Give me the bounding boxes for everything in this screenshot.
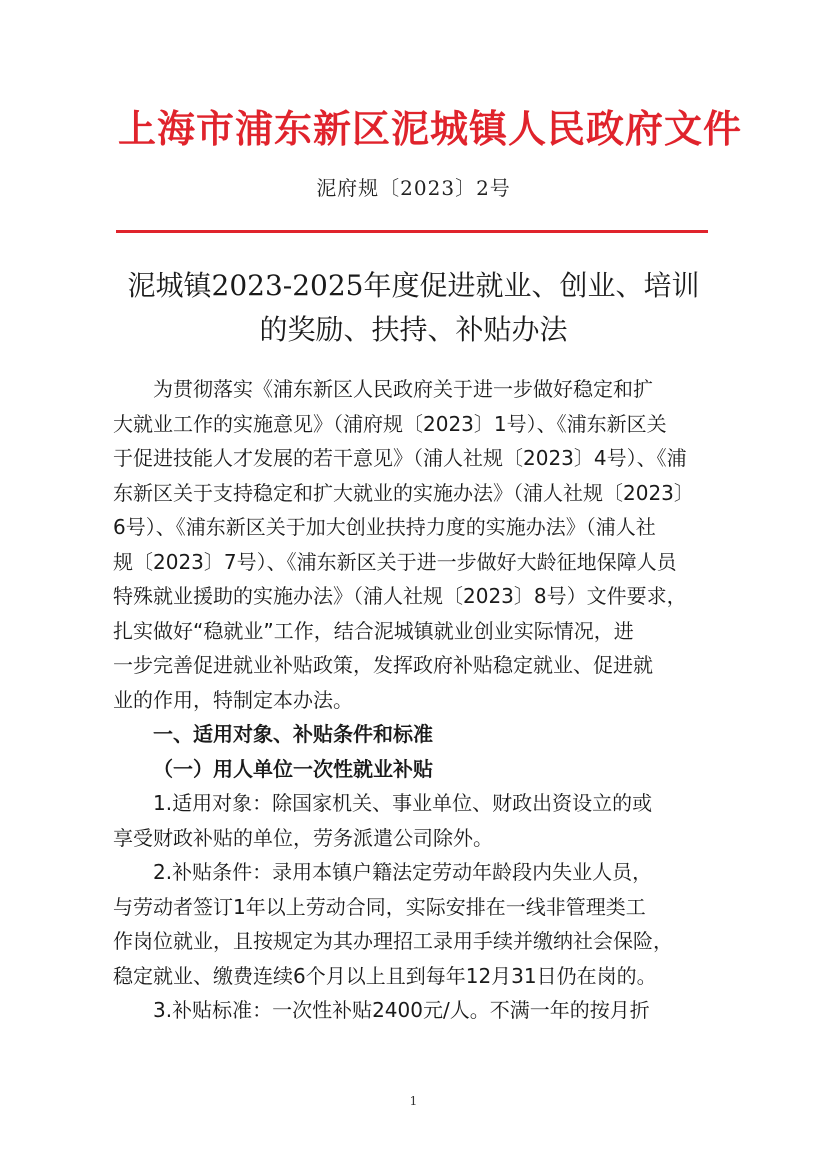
item-2-line: 与劳动者签订1年以上劳动合同，实际安排在一线非管理类工 bbox=[113, 894, 646, 919]
title-line-1: 泥城镇2023-2025年度促进就业、创业、培训 bbox=[127, 269, 700, 302]
document-number: 泥府规〔2023〕2号 bbox=[316, 176, 511, 200]
body-line: 6号）、《浦东新区关于加大创业扶持力度的实施办法》（浦人社 bbox=[113, 515, 656, 539]
page-number: 1 bbox=[409, 1094, 418, 1108]
section-heading: 一、适用对象、补贴条件和标准 bbox=[153, 722, 433, 746]
red-separator-rule bbox=[116, 230, 708, 233]
subsection-heading: （一）用人单位一次性就业补贴 bbox=[153, 756, 433, 781]
item-1-line: 享受财政补贴的单位，劳务派遣公司除外。 bbox=[113, 825, 493, 850]
body-line: 大就业工作的实施意见》（浦府规〔2023〕1号）、《浦东新区关 bbox=[113, 411, 667, 436]
body-line: 于促进技能人才发展的若干意见》（浦人社规〔2023〕4号）、《浦 bbox=[113, 446, 687, 470]
item-2-line: 作岗位就业，且按规定为其办理招工录用手续并缴纳社会保险， bbox=[113, 929, 673, 953]
body-line: 业的作用，特制定本办法。 bbox=[113, 687, 353, 712]
item-3-line: 3.补贴标准：一次性补贴2400元/人。不满一年的按月折 bbox=[153, 998, 650, 1022]
item-2-line: 2.补贴条件：录用本镇户籍法定劳动年龄段内失业人员， bbox=[153, 860, 653, 884]
body-line: 规〔2023〕7号）、《浦东新区关于进一步做好大龄征地保障人员 bbox=[113, 549, 677, 574]
document-body bbox=[113, 372, 717, 1028]
title-line-2: 的奖励、扶持、补贴办法 bbox=[259, 313, 568, 346]
body-line: 特殊就业援助的实施办法》（浦人社规〔2023〕8号）文件要求， bbox=[113, 584, 687, 608]
body-line: 为贯彻落实《浦东新区人民政府关于进一步做好稳定和扩 bbox=[153, 377, 653, 401]
issuer-header: 上海市浦东新区泥城镇人民政府文件 bbox=[118, 106, 743, 151]
body-line: 扎实做好“稳就业”工作，结合泥城镇就业创业实际情况，进 bbox=[113, 618, 634, 643]
item-1-line: 1.适用对象：除国家机关、事业单位、财政出资设立的或 bbox=[153, 791, 653, 815]
document-title bbox=[100, 264, 727, 352]
body-line: 东新区关于支持稳定和扩大就业的实施办法》（浦人社规〔2023〕 bbox=[113, 480, 694, 505]
item-2-line: 稳定就业、缴费连续6个月以上且到每年12月31日仍在岗的。 bbox=[113, 963, 657, 988]
body-line: 一步完善促进就业补贴政策，发挥政府补贴稳定就业、促进就 bbox=[113, 653, 653, 677]
